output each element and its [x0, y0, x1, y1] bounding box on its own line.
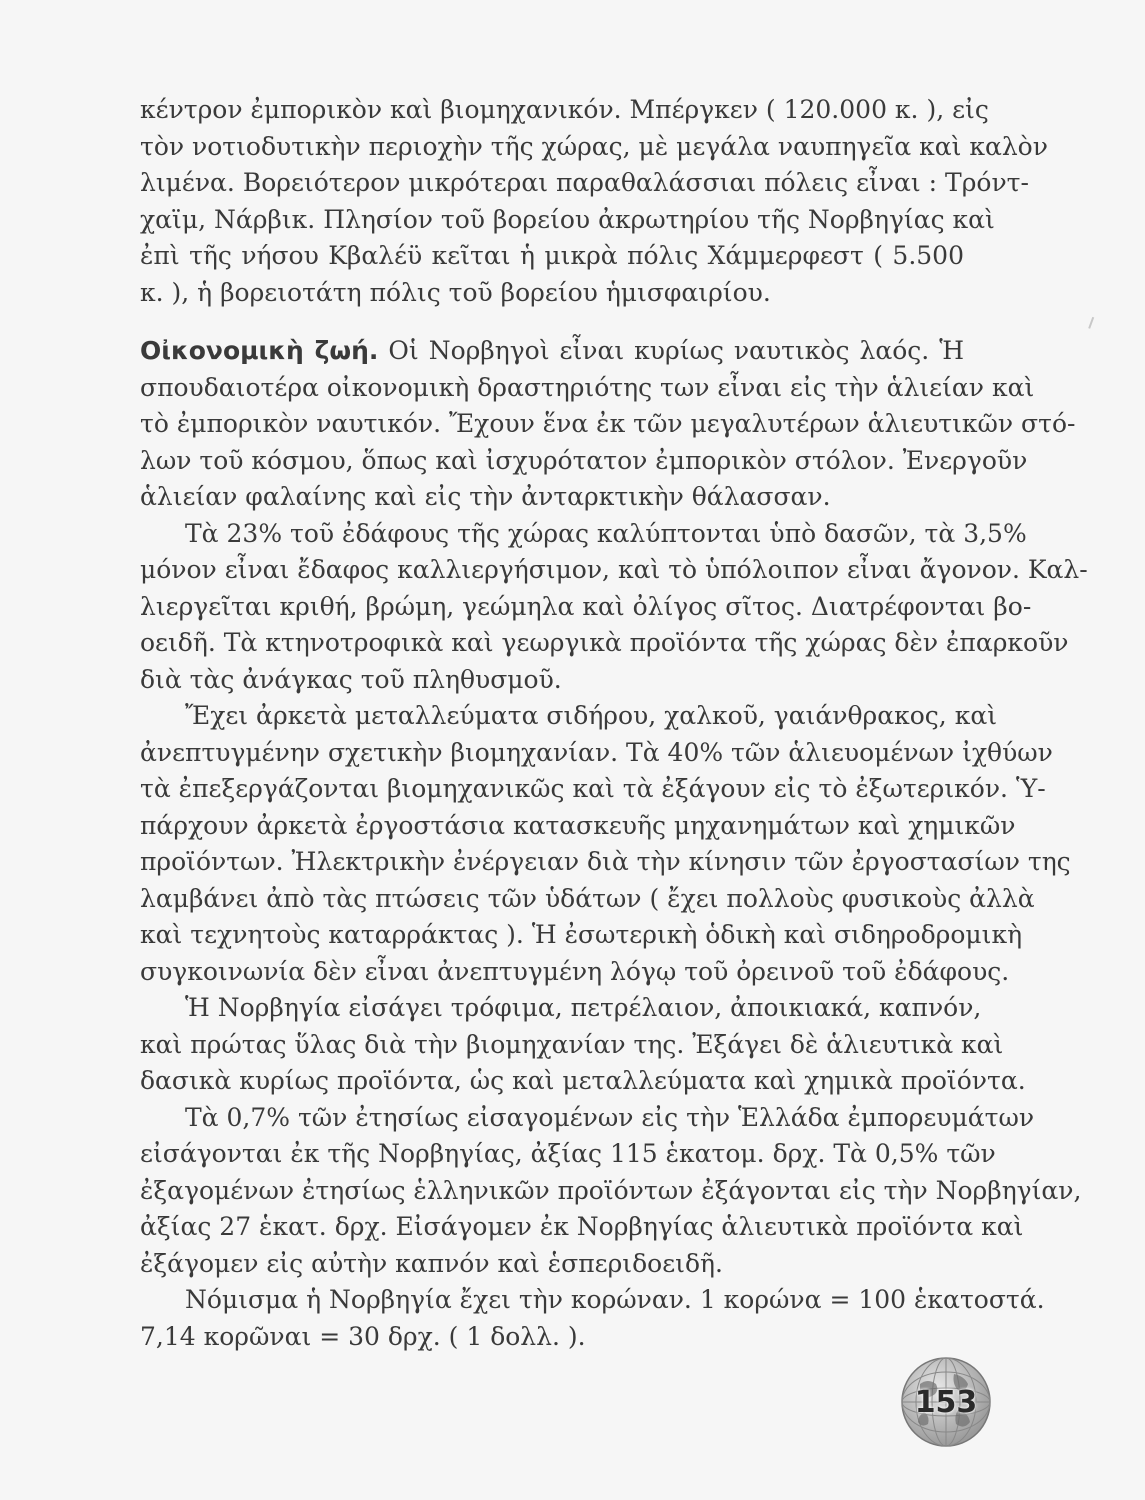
text-line: λαμβάνει ἀπὸ τὰς πτώσεις τῶν ὑδάτων ( ἔχει πολλοὺς φυσικοὺς ἀλλὰ — [140, 883, 1035, 913]
text-line: χαϊμ, Νάρβικ. Πλησίον τοῦ βορείου ἀκρωτηρίου τῆς Νορβηγίας καὶ — [140, 204, 995, 234]
paragraph-7 — [140, 1282, 1045, 1355]
text-line: ἁλιείαν φαλαίνης καὶ εἰς τὴν ἀνταρκτικὴν θάλασσαν. — [140, 482, 831, 511]
text-line: σπουδαιοτέρα οἰκονομικὴ δραστηριότης των εἶναι εἰς τὴν ἁλιείαν καὶ — [140, 372, 1035, 402]
text-line: συγκοινωνία δὲν εἶναι ἀνεπτυγμένη λόγῳ τοῦ ὀρεινοῦ τοῦ ἐδάφους. — [140, 956, 1010, 986]
text-line: πάρχουν ἀρκετὰ ἐργοστάσια κατασκευῆς μηχανημάτων καὶ χημικῶν — [140, 810, 1016, 840]
text-line: εἰσάγονται ἐκ τῆς Νορβηγίας, ἀξίας 115 ἑκατομ. δρχ. Τὰ 0,5% τῶν — [140, 1139, 996, 1168]
section-first-line — [140, 333, 964, 370]
paragraph-1 — [140, 92, 1048, 311]
text-line: λιεργεῖται κριθή, βρώμη, γεώμηλα καὶ ὀλίγος σῖτος. Διατρέφονται βο- — [140, 591, 1032, 621]
text-line: καὶ πρώτας ὕλας διὰ τὴν βιομηχανίαν της. Ἐξάγει δὲ ἁλιευτικὰ καὶ — [140, 1029, 1004, 1059]
paragraph-4 — [140, 698, 1071, 990]
text-line: Ἡ Νορβηγία εἰσάγει τρόφιμα, πετρέλαιον, ἀποικιακά, καπνόν, — [185, 993, 982, 1022]
section-economic-life — [140, 333, 1076, 516]
paragraph-5 — [140, 990, 1026, 1100]
text-line: κέντρον ἐμπορικὸν καὶ βιομηχανικόν. Μπέργκεν ( 120.000 κ. ), εἰς — [140, 95, 989, 124]
text-line: Τὰ 0,7% τῶν ἐτησίως εἰσαγομένων εἰς τὴν Ἑλλάδα ἐμπορευμάτων — [185, 1102, 1035, 1132]
text-line: Νόμισμα ἡ Νορβηγία ἔχει τὴν κορώναν. 1 κορώνα = 100 ἑκατοστά. — [185, 1285, 1045, 1314]
text-line: τὰ ἐπεξεργάζονται βιομηχανικῶς καὶ τὰ ἐξάγουν εἰς τὸ ἐξωτερικόν. Ὑ- — [140, 774, 1046, 803]
text-line: Ἔχει ἀρκετὰ μεταλλεύματα σιδήρου, χαλκοῦ, γαιάνθρακος, καὶ — [185, 701, 998, 730]
text-line: ἀνεπτυγμένην σχετικὴν βιομηχανίαν. Τὰ 40% τῶν ἁλιευομένων ἰχθύων — [140, 737, 1053, 767]
text-line: μόνον εἶναι ἔδαφος καλλιεργήσιμον, καὶ τὸ ὑπόλοιπον εἶναι ἄγονον. Καλ- — [140, 555, 1088, 584]
text-span: Οἱ Νορβηγοὶ εἶναι κυρίως ναυτικὸς λαός. Ἡ — [388, 336, 965, 365]
text-line: λων τοῦ κόσμου, ὅπως καὶ ἰσχυρότατον ἐμπορικὸν στόλον. Ἐνεργοῦν — [140, 445, 1028, 475]
text-line: λιμένα. Βορειότερον μικρότεραι παραθαλάσσιαι πόλεις εἶναι : Τρόντ- — [140, 168, 1029, 197]
text-line: Τὰ 23% τοῦ ἐδάφους τῆς χώρας καλύπτονται ὑπὸ δασῶν, τὰ 3,5% — [185, 518, 1027, 548]
text-line: οειδῆ. Τὰ κτηνοτροφικὰ καὶ γεωργικὰ προϊόντα τῆς χώρας δὲν ἐπαρκοῦν — [140, 628, 1069, 657]
text-line: ἐξαγομένων ἐτησίως ἑλληνικῶν προϊόντων ἐξάγονται εἰς τὴν Νορβηγίαν, — [140, 1175, 1082, 1205]
section-heading: Οἰκονομικὴ ζωή. — [140, 336, 379, 365]
page-number: 153 — [914, 1384, 978, 1420]
text-line: ἐπὶ τῆς νήσου Κβαλέϋ κεῖται ἡ μικρὰ πόλις Χάμμερφεστ ( 5.500 — [140, 241, 964, 270]
text-line: ἐξάγομεν εἰς αὐτὴν καπνόν καὶ ἑσπεριδοειδῆ. — [140, 1248, 723, 1278]
text-line: προϊόντων. Ἠλεκτρικὴν ἐνέργειαν διὰ τὴν κίνησιν τῶν ἐργοστασίων της — [140, 847, 1071, 876]
text-line: 7,14 κορῶναι = 30 δρχ. ( 1 δολλ. ). — [140, 1321, 586, 1351]
page-body — [140, 92, 1088, 1355]
scan-mark — [1088, 317, 1101, 331]
text-line: κ. ), ἡ βορειοτάτη πόλις τοῦ βορείου ἡμισφαιρίου. — [140, 277, 771, 307]
paragraph-6 — [140, 1100, 1082, 1283]
text-line: καὶ τεχνητοὺς καταρράκτας ). Ἡ ἐσωτερικὴ ὁδικὴ καὶ σιδηροδρομικὴ — [140, 920, 1023, 949]
text-line: δασικὰ κυρίως προϊόντα, ὡς καὶ μεταλλεύματα καὶ χημικὰ προϊόντα. — [140, 1066, 1026, 1095]
text-line: τὸν νοτιοδυτικὴν περιοχὴν τῆς χώρας, μὲ μεγάλα ναυπηγεῖα καὶ καλὸν — [140, 131, 1048, 161]
paragraph-3 — [140, 516, 1088, 699]
text-line: τὸ ἐμπορικὸν ναυτικόν. Ἔχουν ἕνα ἐκ τῶν μεγαλυτέρων ἁλιευτικῶν στό- — [140, 409, 1076, 438]
text-line: διὰ τὰς ἀνάγκας τοῦ πληθυσμοῦ. — [140, 664, 562, 694]
text-line: ἀξίας 27 ἑκατ. δρχ. Εἰσάγομεν ἐκ Νορβηγίας ἁλιευτικὰ προϊόντα καὶ — [140, 1212, 1024, 1241]
